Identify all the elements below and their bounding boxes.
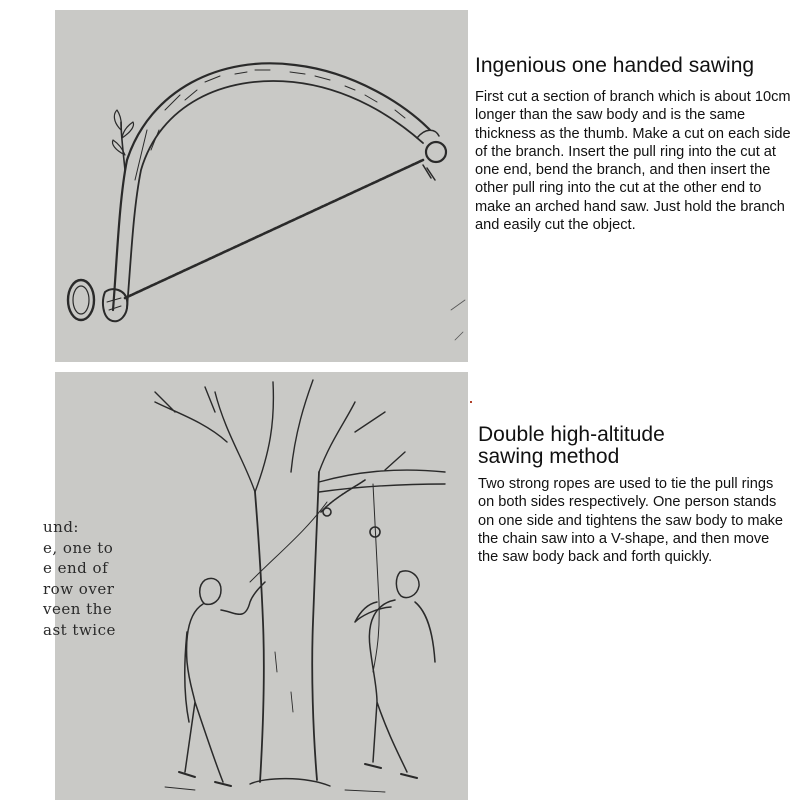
- left-person: [185, 578, 265, 782]
- tree-sawing-drawing: [55, 372, 468, 800]
- right-person: [355, 571, 435, 772]
- bow-saw-drawing: [55, 10, 468, 362]
- branch-inner: [127, 81, 423, 308]
- scan-line: e, one to: [43, 538, 114, 557]
- scan-line: veen the: [43, 600, 113, 618]
- tree-trunk-left: [255, 492, 264, 782]
- saw-chain: [125, 160, 423, 298]
- right-pull-ring: [426, 142, 446, 162]
- branch-outer: [113, 63, 430, 310]
- tree-trunk-right: [312, 472, 319, 780]
- saw-chain-v: [321, 480, 365, 512]
- scan-line: und:: [43, 518, 79, 536]
- tree-sawing-illustration: [43, 372, 468, 800]
- section2-description: Two strong ropes are used to tie the pull rings on both sides respectively. One person stands on one side and tightens the saw body to make the chain saw into a V-shape, and then move the saw body back and forth quickly.: [478, 476, 784, 566]
- scan-line: ast twice: [43, 620, 116, 639]
- section1-description: First cut a section of branch which is about 10cm longer than the saw body and is the same thickness as the thumb. Make a cut on each side of the branch. Insert the pull ring into the cut at one end, bend the branch, and then insert the other pull ring into the cut at the other end to make an arched hand saw. Just hold the branch and easily cut the object.: [475, 89, 791, 234]
- rope-right: [373, 484, 379, 672]
- scan-line: row over: [43, 579, 115, 598]
- section2-heading-line1: Double high-altitude: [478, 423, 665, 446]
- section2-heading-line2: sawing method: [478, 445, 620, 468]
- bow-saw-illustration: [55, 10, 468, 362]
- scanned-book-text-fragment: [43, 517, 116, 640]
- section1-heading: Ingenious one handed sawing: [475, 54, 755, 77]
- stray-dot: [470, 401, 472, 403]
- scan-line: e end of: [43, 559, 109, 577]
- section2-heading: [478, 424, 665, 468]
